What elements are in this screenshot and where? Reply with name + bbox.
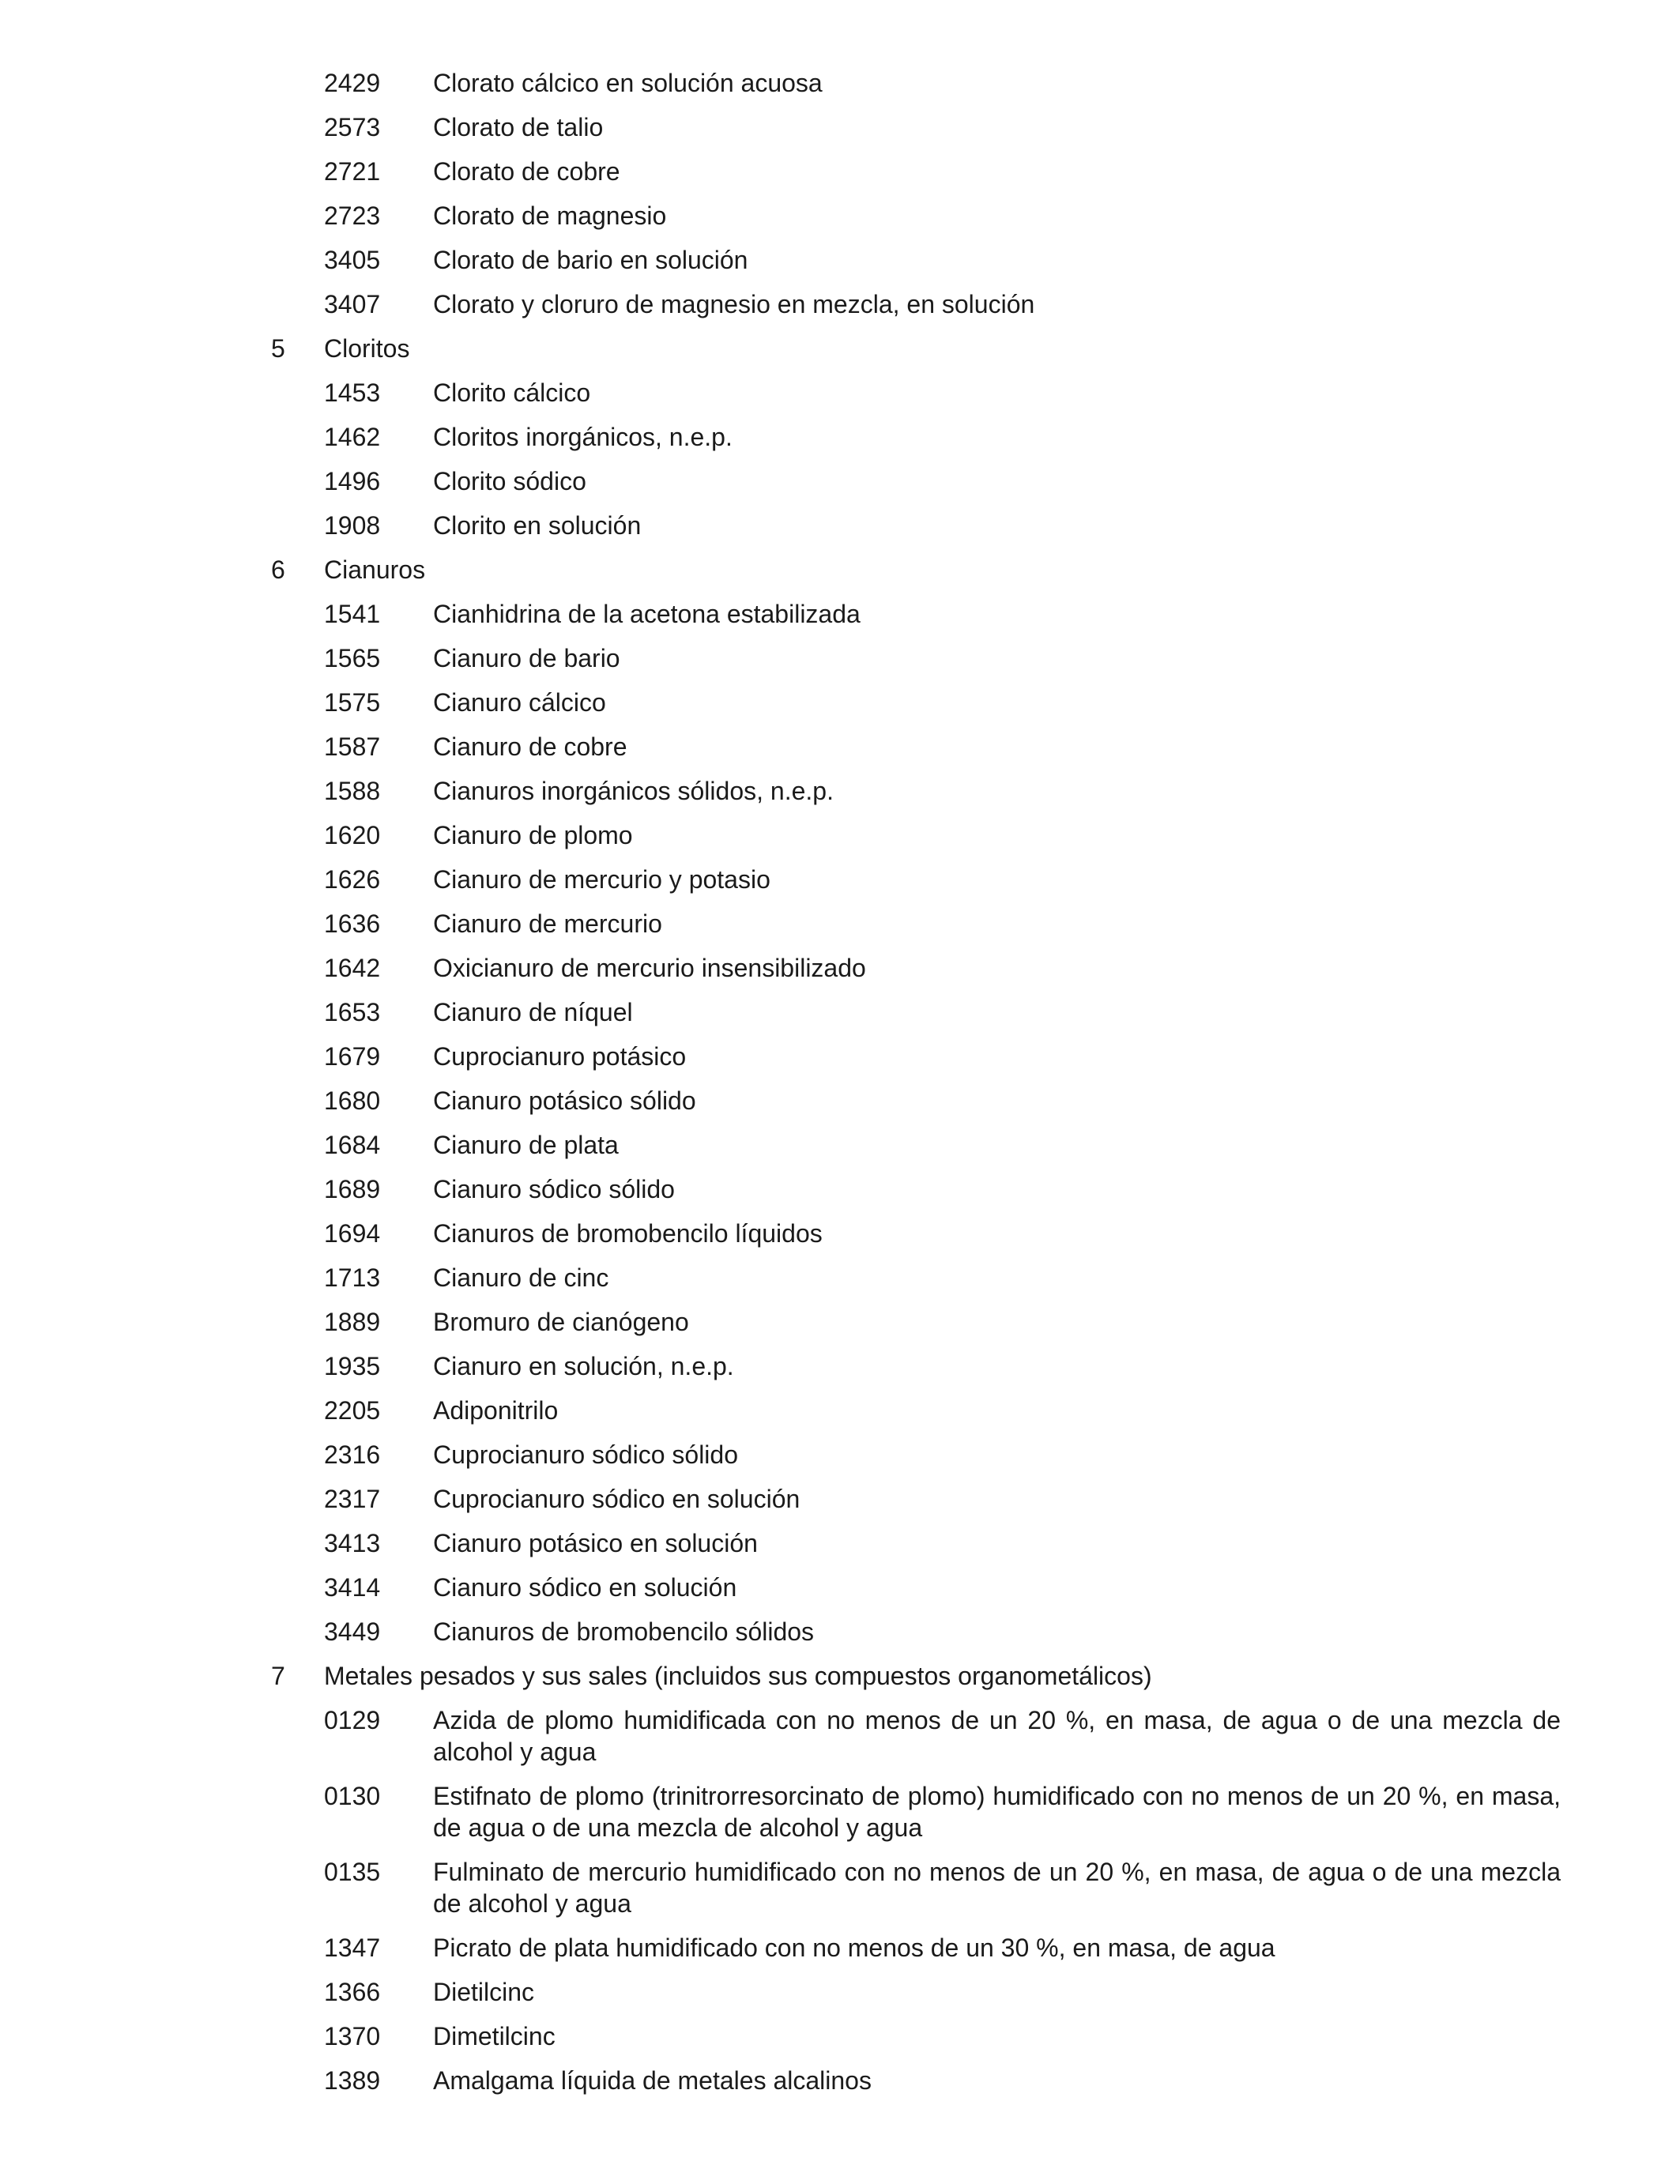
- un-number: 1453: [324, 378, 381, 407]
- list-item: [0, 1129, 1680, 1161]
- list-item: [0, 1527, 1680, 1559]
- list-item: [0, 2065, 1680, 2096]
- substance-name: Cianuros inorgánicos sólidos, n.e.p.: [433, 777, 834, 805]
- un-number: 1587: [324, 732, 381, 761]
- substance-name: Cianuros de bromobencilo líquidos: [433, 1219, 823, 1248]
- substance-name: Cianuro cálcico: [433, 688, 606, 717]
- substance-name: Azida de plomo humidificada con no menos de un 20 %, en masa, de agua o de una mezcla de alcohol y agua: [433, 1706, 1561, 1766]
- list-item: [0, 1350, 1680, 1382]
- list-item: [0, 200, 1680, 232]
- substance-name: Cloritos inorgánicos, n.e.p.: [433, 423, 733, 451]
- section-number: 6: [271, 555, 285, 584]
- substance-name: Cianuros de bromobencilo sólidos: [433, 1617, 815, 1646]
- substance-name: Cianuro de mercurio: [433, 909, 662, 938]
- list-item: [0, 2020, 1680, 2052]
- substance-name: Cuprocianuro sódico en solución: [433, 1485, 800, 1513]
- section-title: Cloritos: [324, 334, 410, 363]
- list-item: [0, 156, 1680, 187]
- un-number: 1642: [324, 954, 381, 982]
- substance-name: Cianuro de níquel: [433, 998, 633, 1026]
- list-item: [0, 377, 1680, 409]
- un-number: 1680: [324, 1086, 381, 1115]
- un-number: 1620: [324, 821, 381, 849]
- list-item: [0, 952, 1680, 984]
- substance-name: Cuprocianuro potásico: [433, 1042, 687, 1071]
- substance-name: Clorato de bario en solución: [433, 246, 748, 274]
- substance-name: Cianuro de cinc: [433, 1263, 609, 1292]
- list-item: [0, 1262, 1680, 1293]
- substance-name: Clorato de magnesio: [433, 201, 667, 230]
- section-title: Metales pesados y sus sales (incluidos sus compuestos organometálicos): [324, 1662, 1152, 1690]
- un-number: 2429: [324, 69, 381, 97]
- un-number: 1908: [324, 511, 381, 540]
- un-number: 1588: [324, 777, 381, 805]
- substance-name: Clorito cálcico: [433, 378, 591, 407]
- substance-name: Bromuro de cianógeno: [433, 1308, 689, 1336]
- un-number: 1626: [324, 865, 381, 894]
- un-number: 1684: [324, 1131, 381, 1159]
- substance-name: Cianuro de plata: [433, 1131, 619, 1159]
- substance-name: Cianuro de cobre: [433, 732, 627, 761]
- substance-name: Dietilcinc: [433, 1978, 535, 2006]
- un-number: 2317: [324, 1485, 381, 1513]
- list-item: [0, 465, 1680, 497]
- un-number: 0130: [324, 1782, 381, 1810]
- substance-name: Cianuro potásico en solución: [433, 1529, 758, 1557]
- un-number: 1370: [324, 2022, 381, 2050]
- list-item: [0, 1932, 1680, 1964]
- un-number: 1462: [324, 423, 381, 451]
- substance-name: Clorito sódico: [433, 467, 586, 495]
- un-number: 1541: [324, 600, 381, 628]
- substance-name: Cianuro sódico en solución: [433, 1573, 737, 1602]
- section-number: 5: [271, 334, 285, 363]
- list-item: [0, 1041, 1680, 1072]
- list-item: [0, 510, 1680, 541]
- un-number: 1496: [324, 467, 381, 495]
- substance-name: Amalgama líquida de metales alcalinos: [433, 2066, 872, 2095]
- substance-name: Estifnato de plomo (trinitrorresorcinato de plomo) humidificado con no menos de un 20 %, en masa, de agua o de una mezcla de alcohol y agua: [433, 1782, 1561, 1842]
- substance-name: Clorito en solución: [433, 511, 642, 540]
- un-number: 1713: [324, 1263, 381, 1292]
- list-item: [0, 1306, 1680, 1338]
- un-number: 1389: [324, 2066, 381, 2095]
- un-number: 1935: [324, 1352, 381, 1380]
- un-number: 2721: [324, 157, 381, 186]
- list-item: [0, 421, 1680, 453]
- un-number: 1347: [324, 1934, 381, 1962]
- list-item: [0, 1616, 1680, 1647]
- un-number: 2205: [324, 1396, 381, 1425]
- list-item: [0, 1483, 1680, 1515]
- un-number: 2573: [324, 113, 381, 141]
- list-item: [0, 1856, 1680, 1919]
- list-item: [0, 1395, 1680, 1426]
- list-item: [0, 1218, 1680, 1249]
- un-number: 1636: [324, 909, 381, 938]
- list-item: [0, 1704, 1680, 1768]
- un-number: 3413: [324, 1529, 381, 1557]
- un-number: 1679: [324, 1042, 381, 1071]
- un-number: 0129: [324, 1706, 381, 1734]
- substance-name: Clorato de talio: [433, 113, 604, 141]
- un-number: 1575: [324, 688, 381, 717]
- un-number: 1366: [324, 1978, 381, 2006]
- list-item: [0, 731, 1680, 763]
- section-heading: [0, 1660, 1680, 1692]
- un-number: 2316: [324, 1440, 381, 1469]
- list-item: [0, 819, 1680, 851]
- un-number: 1653: [324, 998, 381, 1026]
- substance-name: Adiponitrilo: [433, 1396, 559, 1425]
- substance-name: Cuprocianuro sódico sólido: [433, 1440, 738, 1469]
- un-number: 2723: [324, 201, 381, 230]
- substance-name: Cianuro potásico sólido: [433, 1086, 696, 1115]
- substance-name: Clorato cálcico en solución acuosa: [433, 69, 823, 97]
- list-item: [0, 1173, 1680, 1205]
- un-number: 3449: [324, 1617, 381, 1646]
- un-number: 0135: [324, 1858, 381, 1886]
- list-item: [0, 996, 1680, 1028]
- section-title: Cianuros: [324, 555, 426, 584]
- un-number: 3407: [324, 290, 381, 318]
- substance-name: Cianuro sódico sólido: [433, 1175, 675, 1203]
- substance-name: Cianuro en solución, n.e.p.: [433, 1352, 734, 1380]
- list-item: [0, 1572, 1680, 1603]
- list-item: [0, 598, 1680, 630]
- substance-name: Oxicianuro de mercurio insensibilizado: [433, 954, 866, 982]
- substance-name: Dimetilcinc: [433, 2022, 556, 2050]
- section-heading: [0, 333, 1680, 364]
- section-number: 7: [271, 1662, 285, 1690]
- list-item: [0, 908, 1680, 939]
- section-heading: [0, 554, 1680, 586]
- substance-name: Clorato de cobre: [433, 157, 620, 186]
- list-item: [0, 288, 1680, 320]
- un-number: 3414: [324, 1573, 381, 1602]
- list-item: [0, 111, 1680, 143]
- list-item: [0, 864, 1680, 895]
- un-number: 1689: [324, 1175, 381, 1203]
- list-item: [0, 687, 1680, 718]
- un-number: 1889: [324, 1308, 381, 1336]
- un-number: 1694: [324, 1219, 381, 1248]
- list-item: [0, 775, 1680, 807]
- substance-name: Cianuro de bario: [433, 644, 620, 672]
- list-item: [0, 1976, 1680, 2008]
- list-item: [0, 67, 1680, 99]
- list-item: [0, 642, 1680, 674]
- list-item: [0, 1780, 1680, 1843]
- list-item: [0, 1439, 1680, 1470]
- substance-list: [0, 67, 1680, 2109]
- substance-name: Picrato de plata humidificado con no menos de un 30 %, en masa, de agua: [433, 1934, 1275, 1962]
- substance-name: Cianuro de mercurio y potasio: [433, 865, 770, 894]
- substance-name: Cianhidrina de la acetona estabilizada: [433, 600, 861, 628]
- substance-name: Cianuro de plomo: [433, 821, 633, 849]
- substance-name: Clorato y cloruro de magnesio en mezcla, en solución: [433, 290, 1035, 318]
- substance-name: Fulminato de mercurio humidificado con no menos de un 20 %, en masa, de agua o de una mezcla de alcohol y agua: [433, 1858, 1561, 1918]
- list-item: [0, 244, 1680, 276]
- list-item: [0, 1085, 1680, 1116]
- un-number: 1565: [324, 644, 381, 672]
- un-number: 3405: [324, 246, 381, 274]
